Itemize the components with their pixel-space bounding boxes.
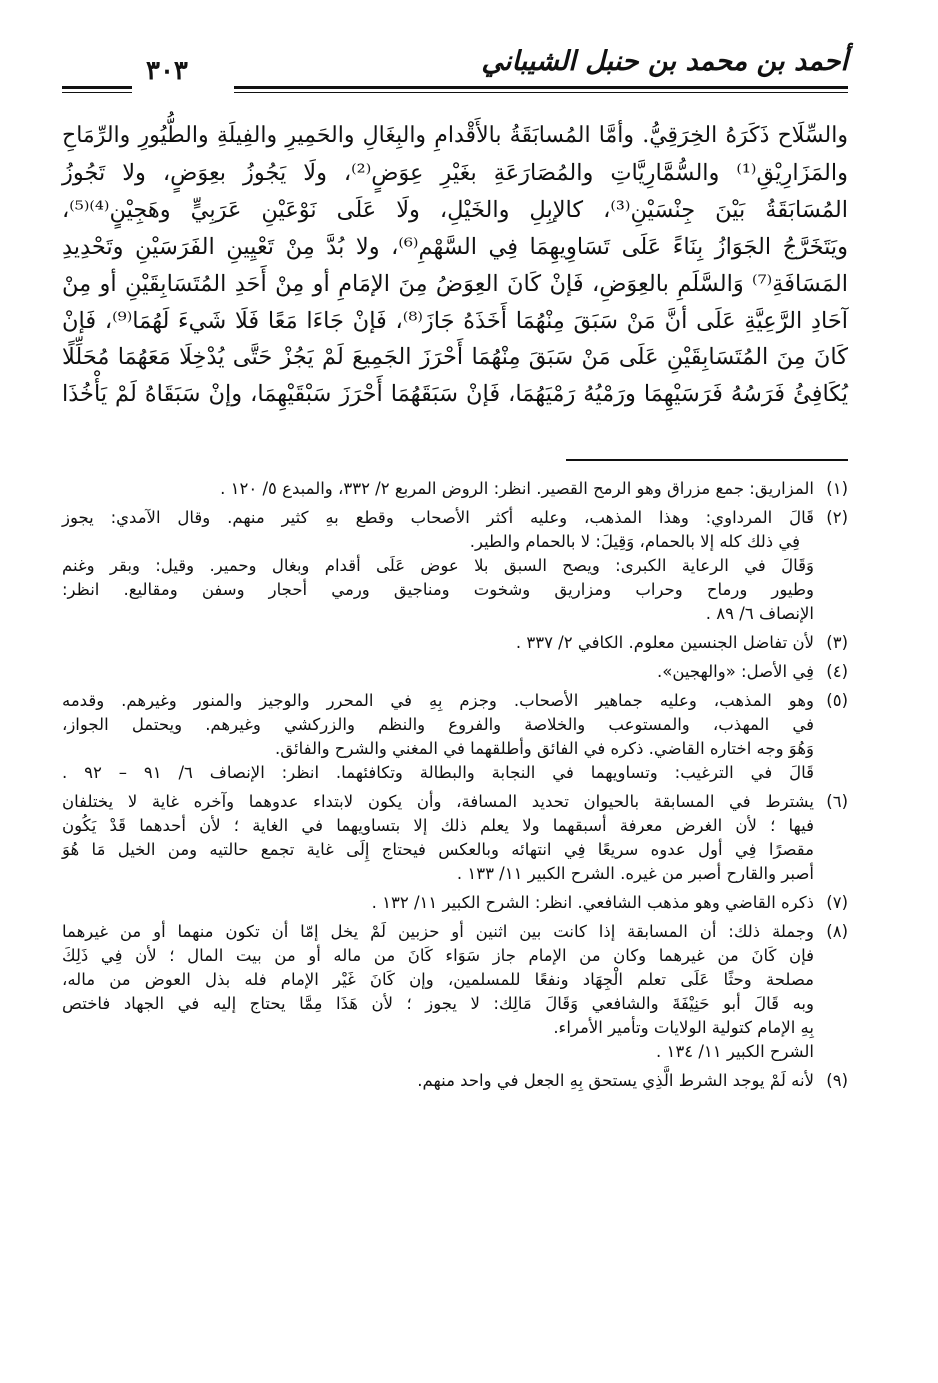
footnote-line: وهو المذهب، وعليه جماهير الأصحاب. وجزم بِهِ في المحرر والوجيز والمنور وغيرهم. وقدمه bbox=[62, 691, 814, 711]
footnote-line: ذكره القاضي وهو مذهب الشافعي. انظر: الشرح الكبير ١١/ ١٣٢ . bbox=[371, 893, 814, 913]
main-text-line: المَسَافَةِ⁽⁷⁾ وَالسَّلَمِ بالعِوَضِ، فَإنْ كَانَ العِوَضُ مِنَ الإمَامِ أو مِنْ أَحَدِ المُتَسَابِقَيْنِ أو مِنْ bbox=[62, 270, 848, 297]
page-number: ٣٠٣ bbox=[146, 56, 188, 86]
footnote-line: وجملة ذلك: أن المسابقة إذا كانت بين اثنين أو حزبين لَمْ يخل إمّا أن تكون منهما أو من غيرهما bbox=[62, 922, 814, 942]
footnotes bbox=[62, 477, 848, 1093]
footnote-line: أصبر والقارح أصبر من غيره. الشرح الكبير ١١/ ١٣٣ . bbox=[456, 864, 814, 884]
footnote bbox=[62, 477, 848, 501]
footnote-line: بِهِ الإمام كتولية الولايات وتأمير الأمراء. bbox=[553, 1018, 814, 1038]
main-text-line: والسِّلَاح ذَكَرَهُ الخِرَقِيُّ. وأمَّا المُسابَقَةُ بالأَقْدامِ والبِغَالِ والحَمِيرِ والفِيلَةِ والطُّيُورِ والرِّمَاحِ bbox=[62, 123, 848, 148]
footnote-line: في المهذب، والمستوعب والخلاصة والفروع والنظم والزركشي وغيرهم. ويحتمل الجواز، bbox=[62, 715, 814, 735]
footnote-line: فإن كَانَ من غيرهما وكان من الإمام جاز سَوَاء كَانَ من ماله أو من بيت المال ؛ لأن فِي ذَلِكَ bbox=[62, 946, 814, 966]
footnote bbox=[62, 790, 848, 886]
footnote-line: فيها ؛ لأن الغرض معرفة أسبقهما ولا يعلم ذلك إلا بتساويهما في الغاية ؛ لأن أحدهما قَدْ يَكُون bbox=[62, 816, 814, 836]
footnote-line: المزاريق: جمع مزراق وهو الرمح القصير. انظر: الروض المربع ٢/ ٣٣٢، والمبدع ٥/ ١٢٠ . bbox=[220, 479, 814, 499]
footnote-number: (٧) bbox=[826, 893, 848, 913]
footnote-line: وَقَالَ في الرعاية الكبرى: ويصح السبق بلا عوض عَلَى أقدام وبغال وحمير. وقيل: وبقر وغنم bbox=[62, 556, 814, 576]
footnote-number: (٩) bbox=[826, 1071, 848, 1091]
footnote-line: قَالَ المرداوي: وهذا المذهب، وعليه أكثر الأصحاب وقطع بهِ كثير منهم. وقال الآمدي: يجوز bbox=[62, 508, 814, 528]
footnote-line: مصلحة وحثًا عَلَى تعلم الْجِهَاد ونفعًا للمسلمين، وإن كَانَ غَيْر الإمام فله بذل العوض من ماله، bbox=[62, 970, 814, 990]
footnote-line: لأن تفاضل الجنسين معلوم. الكافي ٢/ ٣٣٧ . bbox=[515, 633, 814, 653]
footnote bbox=[62, 920, 848, 1064]
footnote bbox=[62, 1069, 848, 1093]
main-text-line: المُسَابَقَةُ بَيْنَ جِنْسَيْنِ⁽³⁾، كالإبِلِ والخَيْلِ، ولَا عَلَى نَوْعَيْنِ عَرَبِيٍّ وهَجِيْنٍ⁽⁴⁾⁽⁵⁾، bbox=[62, 196, 849, 223]
footnote-number: (٣) bbox=[826, 633, 848, 653]
main-text bbox=[62, 118, 848, 413]
footnote-line: وبه قَالَ أبو حَنِيْفَةَ والشافعي وَقَالَ مَالِك: لا يجوز ؛ لأن هَذَا مِمَّا يحتاج إليه في الجهاد فاختص bbox=[62, 994, 814, 1014]
book-page bbox=[62, 40, 848, 1098]
footnote-line: يشترط في المسابقة بالحيوان تحديد المسافة، وأن يكون لابتداء عدوهما وآخره غاية لا يختلفان bbox=[62, 792, 814, 812]
main-text-line: ويَتَخَرَّجُ الجَوَازُ بِنَاءً عَلَى تَسَاوِيهِمَا فِي السَّهْمِ⁽⁶⁾، ولا بُدَّ مِنْ تَعْيِينِ الفَرَسَيْنِ وتَحْدِيدِ bbox=[62, 233, 849, 260]
main-text-line: آحَادِ الرَّعِيَّةِ عَلَى أنَّ مَنْ سَبَقَ مِنْهُمَا أَخَذَهُ جَازَ⁽⁸⁾، فَإنْ جَاءَا مَعًا فَلَا شَيءَ لَهُمَا⁽⁹⁾، فَإنْ bbox=[62, 307, 848, 334]
footnote-line: لأنه لَمْ يوجد الشرط الَّذِي يستحق بِهِ الجعل في واحد منهم. bbox=[417, 1071, 814, 1091]
footnote-line: قَالَ في الترغيب: وتساويهما في النجابة والبطالة وتكافئهما. انظر: الإنصاف ٦/ ٩١ – ٩٢ . bbox=[62, 763, 814, 783]
footnote-number: (٢) bbox=[826, 508, 848, 528]
header-rule bbox=[234, 86, 848, 93]
footnote-line: الإنصاف ٦/ ٨٩ . bbox=[705, 604, 814, 624]
footnote-number: (٨) bbox=[826, 922, 848, 942]
footnote-number: (٥) bbox=[826, 691, 848, 711]
footnote bbox=[62, 660, 848, 684]
footnote bbox=[62, 506, 848, 626]
footnote bbox=[62, 891, 848, 915]
footnote-line: الشرح الكبير ١١/ ١٣٤ . bbox=[655, 1042, 814, 1062]
footnote-number: (٤) bbox=[826, 662, 848, 682]
footnote bbox=[62, 631, 848, 655]
footnote-number: (١) bbox=[826, 479, 848, 499]
footnote-separator bbox=[566, 459, 848, 461]
footnote bbox=[62, 689, 848, 785]
footnote-line: فِي ذلك كله إلا بالحمام، وَقِيلَ: لا بالحمام والطير. bbox=[469, 532, 800, 552]
footnote-line: وطيور ورماح وحراب ومزاريق وشخوت ومناجيق ورمي أحجار وسفن ومقاليع. انظر: bbox=[62, 580, 814, 600]
main-text-line: كَانَ مِنَ المُتَسَابِقَيْنِ عَلَى مَنْ سَبَقَ مِنْهُمَا أَحْرَزَ الجَمِيعَ لَمْ يَجُزْ حَتَّى يُدْخِلَا مَعَهُمَا مُحَلِّلًا bbox=[62, 344, 848, 371]
footnote-line: وَهُوَ وجه اختاره القاضي. ذكره في الفائق وأطلقهما في المغني والشرح والفائق. bbox=[275, 739, 814, 759]
footnote-line: مقصرًا فِي أول عدوه سريعًا فِي انتهائه وبالعكس فيحتاج إِلَى غاية تجمع حالتيه ومن الخيل مَا هُوَ bbox=[62, 840, 814, 860]
footnote-number: (٦) bbox=[826, 792, 848, 812]
running-header bbox=[62, 40, 848, 102]
header-rule-short bbox=[62, 86, 132, 93]
running-title: أحمد بن محمد بن حنبل الشيباني bbox=[481, 46, 848, 77]
footnote-line: فِي الأصل: «والهجين». bbox=[657, 662, 814, 682]
main-text-line: يُكَافِئُ فَرَسُهُ فَرَسَيْهِمَا ورَمْيُهُ رَمْيَهُمَا، فَإنْ سَبَقَهُمَا أَحْرَزَ سَبْقَيْهِمَا، وإنْ سَبَقَاهُ لَمْ يَأْخُذَا bbox=[62, 381, 848, 408]
main-text-line: والمَزَارِيْقِ⁽¹⁾ والسُّمَّارِيَّاتِ والمُصَارَعَةِ بغَيْرِ عِوَضٍ⁽²⁾، ولَا يَجُوزُ بعِوَضٍ، ولا تَجُوزُ bbox=[62, 159, 848, 186]
